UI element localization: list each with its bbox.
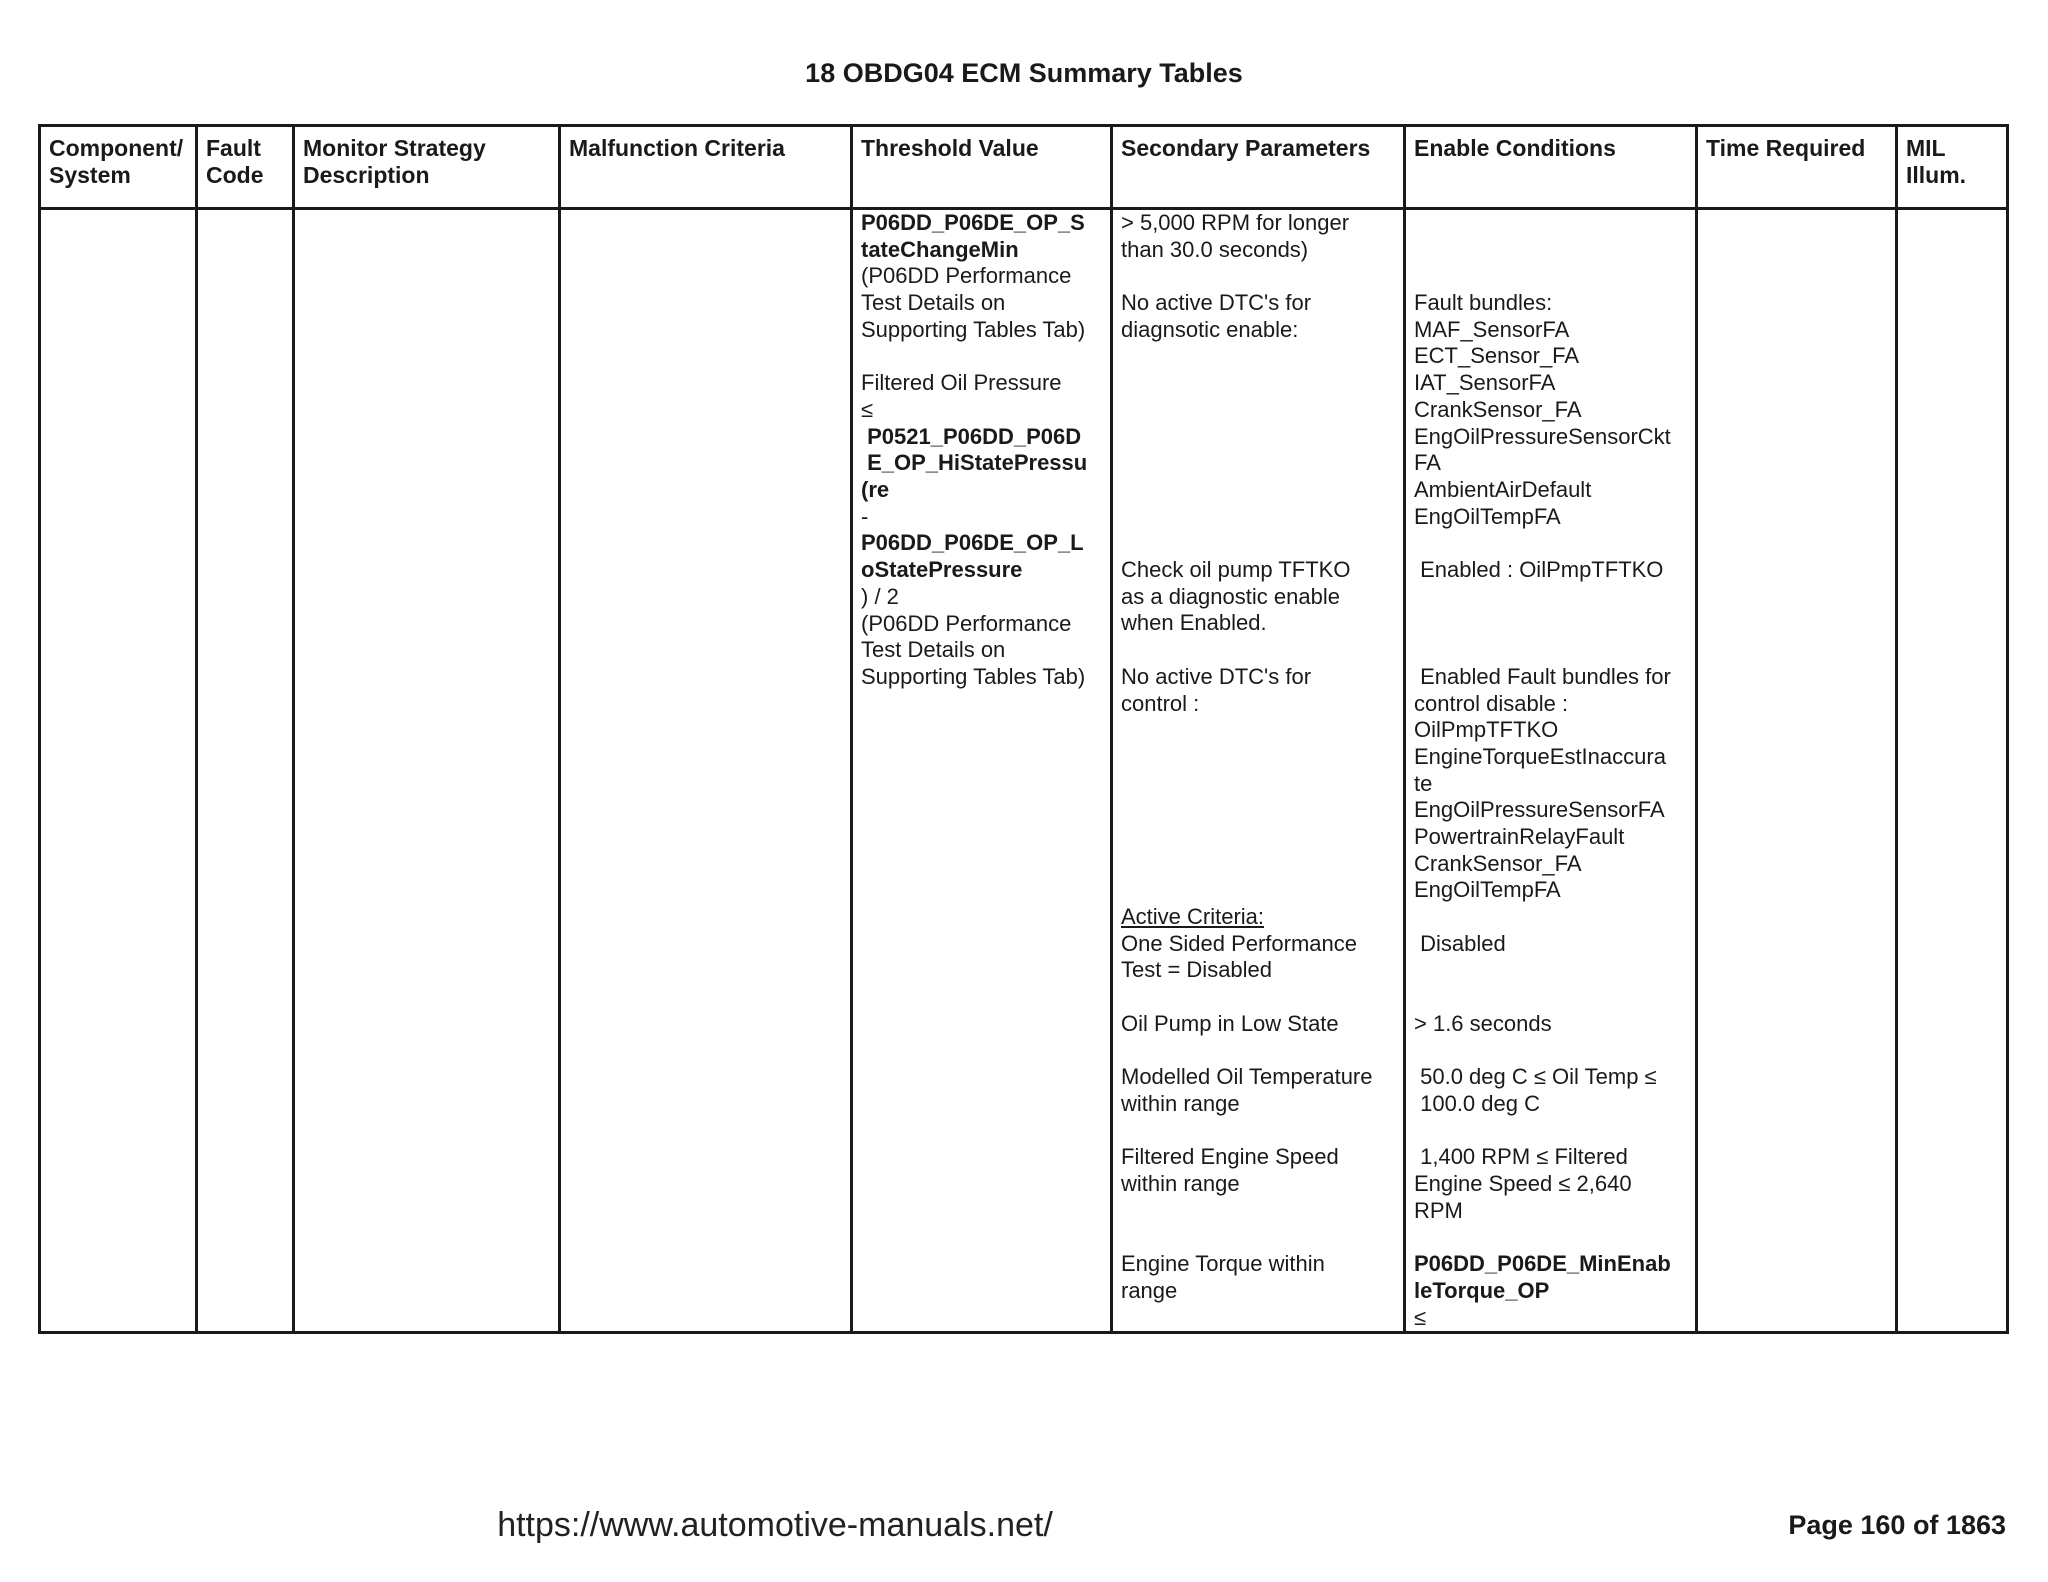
secondary-line: within range [1121,1090,1240,1116]
secondary-line: as a diagnostic enable [1121,583,1340,609]
enable-line: Disabled [1414,930,1506,956]
enable-line: Engine Speed ≤ 2,640 [1414,1171,1632,1197]
threshold-line: Supporting Tables Tab) [861,663,1086,689]
secondary-line: than 30.0 seconds) [1121,236,1309,262]
enable-line: IAT_SensorFA [1414,370,1556,396]
enable-line: Fault bundles: [1414,290,1553,316]
col-header-mil-illum: MIL Illum. [1897,126,2008,209]
secondary-line: range [1121,1277,1178,1303]
secondary-line: One Sided Performance [1121,930,1358,956]
secondary-line: control : [1121,690,1200,716]
page-title: 18 OBDG04 ECM Summary Tables [805,58,1243,88]
secondary-line: No active DTC's for [1121,290,1312,316]
col-header-malfunction-criteria: Malfunction Criteria [560,126,852,209]
secondary-line: Active Criteria: [1121,904,1265,930]
table-row [40,209,2008,1333]
secondary-line: Filtered Engine Speed [1121,1144,1339,1170]
threshold-line: P0521_P06DD_P06D [861,423,1082,449]
enable-line: 50.0 deg C ≤ Oil Temp ≤ [1414,1064,1657,1090]
enable-line: MAF_SensorFA [1414,316,1570,342]
secondary-line: No active DTC's for [1121,663,1312,689]
threshold-line: Filtered Oil Pressure [861,370,1062,396]
enable-line: P06DD_P06DE_MinEnab [1414,1251,1671,1277]
threshold-line: oStatePressure [861,557,1023,583]
cell-malfunction-criteria [560,209,852,1333]
enable-line: CrankSensor_FA [1414,396,1582,422]
col-header-component: Component/ System [40,126,197,209]
enable-line: EngOilPressureSensorFA [1414,797,1665,823]
threshold-line: ) / 2 [861,583,899,609]
header-row [40,126,2008,209]
cell-component [40,209,197,1333]
enable-line: RPM [1414,1197,1463,1223]
cell-fault-code [197,209,294,1333]
cell-enable-conditions [1405,209,1697,1333]
threshold-line: ≤ [861,396,874,422]
threshold-line: Test Details on [861,290,1006,316]
enable-line: AmbientAirDefault [1414,476,1592,502]
cell-mil-illum [1897,209,2008,1333]
threshold-line: tateChangeMin [861,236,1019,262]
col-header-fault-code: Fault Code [197,126,294,209]
col-header-monitor-strategy: Monitor Strategy Description [294,126,560,209]
threshold-line: Test Details on [861,637,1006,663]
enable-line: EngOilTempFA [1414,503,1561,529]
threshold-line: E_OP_HiStatePressu [861,450,1088,476]
threshold-line: Supporting Tables Tab) [861,316,1086,342]
threshold-line: (P06DD Performance [861,610,1072,636]
col-header-enable-conditions: Enable Conditions [1405,126,1697,209]
enable-line: leTorque_OP [1414,1277,1550,1303]
secondary-line: Modelled Oil Temperature [1121,1064,1373,1090]
enable-line: CrankSensor_FA [1414,850,1582,876]
enable-line: ECT_Sensor_FA [1414,343,1580,369]
cell-threshold-value [852,209,1112,1333]
enable-line: EngOilTempFA [1414,877,1561,903]
col-header-time-required: Time Required [1697,126,1897,209]
col-header-threshold-value: Threshold Value [852,126,1112,209]
enable-line: control disable : [1414,690,1569,716]
enable-line: EngOilPressureSensorCkt [1414,423,1671,449]
cell-time-required [1697,209,1897,1333]
secondary-line: > 5,000 RPM for longer [1121,210,1350,235]
enable-line: Enabled Fault bundles for [1414,663,1671,689]
enable-line: Enabled : OilPmpTFTKO [1414,557,1664,583]
threshold-line: P06DD_P06DE_OP_S [861,210,1085,235]
threshold-line: P06DD_P06DE_OP_L [861,530,1084,556]
secondary-line: within range [1121,1171,1240,1196]
enable-line: 1,400 RPM ≤ Filtered [1414,1144,1628,1170]
enable-line: PowertrainRelayFault [1414,824,1625,850]
secondary-line: Engine Torque within [1121,1251,1325,1277]
enable-line: OilPmpTFTKO [1414,717,1559,743]
threshold-line: (re [861,477,890,503]
enable-line: EngineTorqueEstInaccura [1414,743,1666,769]
secondary-line: Check oil pump TFTKO [1121,557,1351,582]
cell-monitor-strategy [294,209,560,1333]
secondary-line: diagnsotic enable: [1121,316,1299,342]
enable-line: te [1414,770,1433,796]
enable-line: ≤ [1414,1304,1427,1330]
secondary-line: Test = Disabled [1121,957,1273,983]
summary-table [38,124,2009,1334]
footer-url-link[interactable]: https://www.automotive-manuals.net/ [497,1506,1053,1544]
page-number: Page 160 of 1863 [1788,1510,2006,1540]
enable-line: FA [1414,450,1441,476]
secondary-line: Oil Pump in Low State [1121,1010,1339,1036]
col-header-secondary-parameters: Secondary Parameters [1112,126,1405,209]
threshold-line: (P06DD Performance [861,263,1072,289]
threshold-line: - [861,503,869,529]
enable-line: 100.0 deg C [1414,1091,1540,1117]
cell-secondary-parameters [1112,209,1405,1333]
secondary-line: when Enabled. [1121,610,1267,636]
enable-line: > 1.6 seconds [1414,1010,1552,1036]
